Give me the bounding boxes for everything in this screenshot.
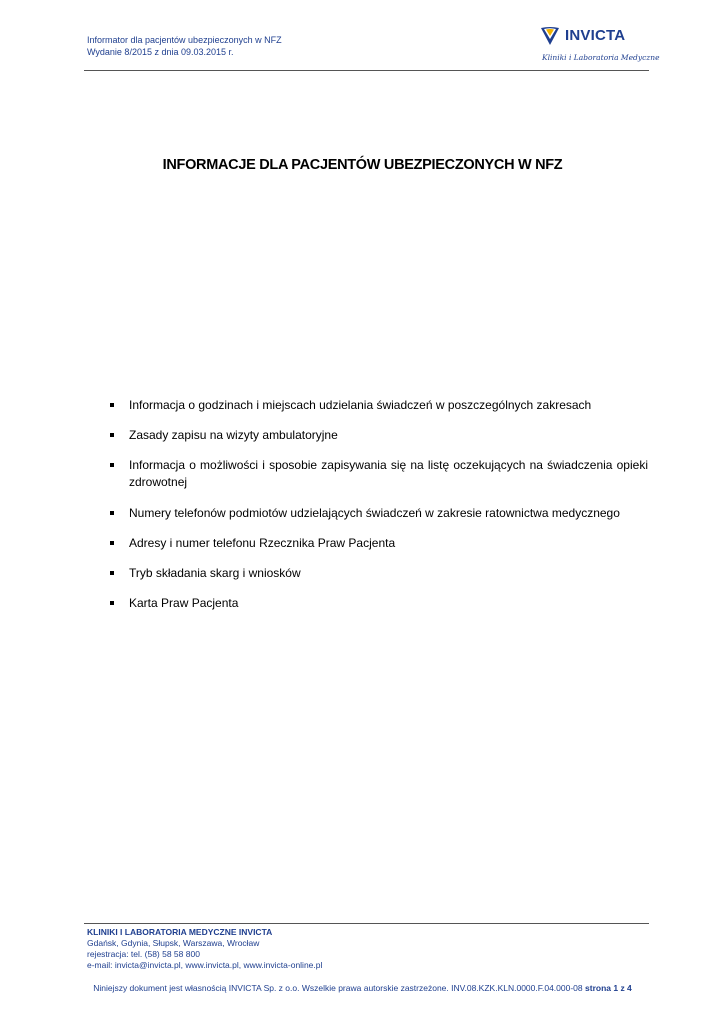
list-item-text: Numery telefonów podmiotów udzielających świadczeń w zakresie ratownictwa medycznego [129, 506, 620, 520]
logo-name: INVICTA [565, 26, 626, 44]
header-divider [84, 70, 649, 71]
list-item-text: Informacja o godzinach i miejscach udzielania świadczeń w poszczególnych zakresach [129, 398, 592, 412]
footer-contact [87, 927, 322, 971]
list-item [110, 565, 648, 582]
contents-list [110, 397, 648, 612]
page-title: INFORMACJE DLA PACJENTÓW UBEZPIECZONYCH W NFZ [162, 157, 563, 173]
header-info [87, 34, 282, 58]
list-item [110, 427, 648, 444]
logo-mark-icon [538, 23, 562, 47]
bullet-icon [110, 403, 114, 407]
list-item [110, 397, 648, 414]
footer-divider [84, 923, 649, 924]
copyright-notice: Niniejszy dokument jest własnością INVICTA Sp. z o.o. Wszelkie prawa autorskie zastrzeżone. INV.08.KZK.KLN.0000.F.04.000-08 [93, 983, 583, 993]
list-item-text: Adresy i numer telefonu Rzecznika Praw Pacjenta [129, 536, 396, 550]
list-item [110, 595, 648, 612]
footer-contact-links: e-mail: invicta@invicta.pl, www.invicta.pl, www.invicta-online.pl [87, 960, 323, 970]
list-item-text: Informacja o możliwości i sposobie zapisywania się na listę oczekujących na świadczenia opieki zdrowotnej [129, 458, 648, 489]
bullet-icon [110, 571, 114, 575]
bullet-icon [110, 433, 114, 437]
list-item-text: Zasady zapisu na wizyty ambulatoryjne [129, 428, 338, 442]
page-number: strona 1 z 4 [585, 983, 632, 993]
bullet-icon [110, 601, 114, 605]
header-document-name: Informator dla pacjentów ubezpieczonych w NFZ [87, 35, 282, 45]
list-item [110, 535, 648, 552]
bullet-icon [110, 511, 114, 515]
list-item [110, 457, 648, 491]
footer-org-name: KLINIKI I LABORATORIA MEDYCZNE INVICTA [87, 927, 273, 937]
logo-tagline: Kliniki i Laboratoria Medyczne [542, 53, 660, 62]
invicta-logo [538, 20, 660, 68]
footer-registration: rejestracja: tel. (58) 58 58 800 [87, 949, 200, 959]
header-edition: Wydanie 8/2015 z dnia 09.03.2015 r. [87, 47, 234, 57]
list-item-text: Karta Praw Pacjenta [129, 596, 239, 610]
footer-notice [0, 983, 725, 993]
footer-cities: Gdańsk, Gdynia, Słupsk, Warszawa, Wrocław [87, 938, 260, 948]
list-item [110, 505, 648, 522]
bullet-icon [110, 541, 114, 545]
bullet-icon [110, 463, 114, 467]
list-item-text: Tryb składania skarg i wniosków [129, 566, 301, 580]
